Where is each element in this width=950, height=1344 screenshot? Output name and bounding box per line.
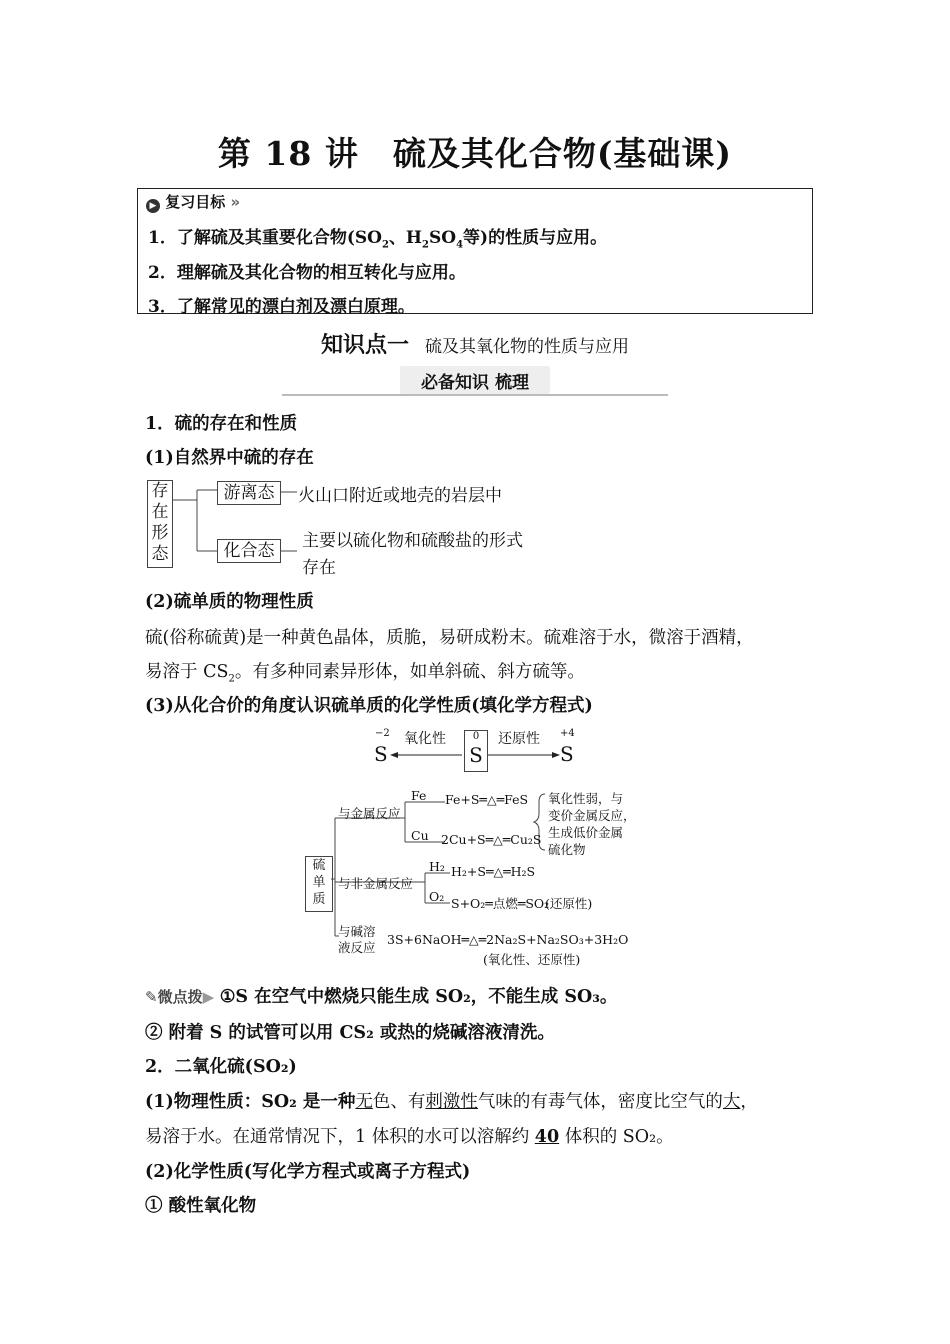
valence-plus-4: +4 (560, 728, 575, 739)
knowledge-point-title: 硫及其氧化物的性质与应用 (425, 337, 629, 357)
existence-label-box: 存 在 形 态 (147, 480, 173, 568)
play-icon: ▶ (146, 199, 160, 213)
combined-state-desc-2: 存在 (302, 558, 336, 578)
metal-reaction-label: 与金属反应 (338, 806, 401, 821)
tip-line-1 (145, 983, 617, 1008)
sulfur-plus-4: S (560, 742, 574, 766)
oxidizing-label: 氧化性 (404, 731, 446, 747)
so2-physical-1: (1)物理性质：SO₂ 是一种无色、有刺激性气味的有毒气体，密度比空气的大， (145, 1092, 758, 1112)
subheading-chemical: (3)从化合价的角度认识硫单质的化学性质(填化学方程式) (145, 696, 593, 716)
section-banner (282, 366, 668, 396)
reducing-label: 还原性 (498, 731, 540, 747)
physical-text-1: 硫(俗称硫黄)是一种黄色晶体，质脆，易研成粉末。硫难溶于水，微溶于酒精， (145, 628, 754, 648)
valence-minus-2: −2 (375, 728, 390, 739)
h2-label: H₂ (429, 859, 445, 874)
so2-chemical-heading: (2)化学性质(写化学方程式或离子方程式) (145, 1162, 471, 1182)
so2-physical-2: 易溶于水。在通常情况下，1 体积的水可以溶解约 40 体积的 SO₂。 (145, 1127, 674, 1147)
goals-heading-text: 复习目标 (165, 193, 226, 211)
sulfur-zero-box: 0 S (464, 730, 488, 772)
free-state-box: 游离态 (217, 481, 281, 505)
pencil-icon: ✎ (145, 988, 158, 1006)
sulfur-root-box: 硫 单 质 (305, 856, 333, 912)
metal-note: 氧化性弱，与 变价金属反应， 生成低价金属 硫化物 (548, 791, 636, 857)
fe-label: Fe (411, 788, 427, 803)
free-state-desc: 火山口附近或地壳的岩层中 (298, 486, 502, 506)
base-reaction-label: 与碱溶 液反应 (338, 924, 376, 955)
triangle-icon: ▶ (202, 988, 215, 1006)
existence-diagram (147, 478, 567, 578)
banner-text: 必备知识 梳理 (421, 373, 529, 393)
o2-note: (还原性) (545, 896, 593, 911)
tip-line-2: ② 附着 S 的试管可以用 CS₂ 或热的烧碱溶液清洗。 (145, 1023, 555, 1043)
combined-state-box: 化合态 (217, 539, 281, 563)
base-equation: 3S+6NaOH═△═2Na₂S+Na₂SO₃+3H₂O (387, 932, 629, 947)
acidic-oxide-heading: ① 酸性氧化物 (145, 1196, 257, 1216)
o2-equation: S+O₂═点燃═SO₂ (451, 896, 550, 911)
goals-heading (146, 191, 240, 213)
tip-label: 微点拨 (157, 988, 203, 1006)
fe-equation: Fe+S═△═FeS (445, 792, 529, 807)
review-goals-box (137, 188, 813, 317)
knowledge-point-header (0, 328, 950, 359)
combined-state-desc-1: 主要以硫化物和硫酸盐的形式 (302, 531, 523, 551)
subheading-physical: (2)硫单质的物理性质 (145, 592, 314, 612)
knowledge-point-label: 知识点一 (320, 333, 409, 358)
physical-text-2: 易溶于 $CS_2$。有多种同素异形体，如单斜硫、斜方硫等。 (145, 662, 585, 685)
section-2-heading: 2．二氧化硫(SO₂) (145, 1057, 297, 1077)
goal-item-2: 2．理解硫及其化合物的相互转化与应用。 (148, 263, 466, 283)
nonmetal-reaction-label: 与非金属反应 (338, 876, 414, 891)
base-note: (氧化性、还原性) (483, 952, 581, 967)
section-1-heading: 1．硫的存在和性质 (145, 414, 298, 434)
valence-arrows (370, 728, 590, 772)
goal-item-3: 3．了解常见的漂白剂及漂白原理。 (148, 297, 415, 317)
cu-equation: 2Cu+S═△═Cu₂S (441, 832, 542, 847)
sulfur-minus-2: S (374, 742, 388, 766)
h2-equation: H₂+S═△═H₂S (451, 864, 536, 879)
cu-label: Cu (411, 828, 429, 843)
reactions-diagram (305, 786, 645, 966)
double-chevron-icon: » (230, 193, 241, 211)
tip-text-1: ①S 在空气中燃烧只能生成 SO₂，不能生成 SO₃。 (219, 987, 618, 1007)
page-title: 第 18 讲 硫及其化合物(基础课) (217, 134, 733, 173)
valence-diagram (370, 728, 590, 772)
goal-item-1: 1．了解硫及其重要化合物($SO_2$、$H_2SO_4$等)的性质与应用。 (148, 228, 608, 251)
subheading-existence: (1)自然界中硫的存在 (145, 448, 314, 468)
o2-label: O₂ (429, 889, 445, 904)
